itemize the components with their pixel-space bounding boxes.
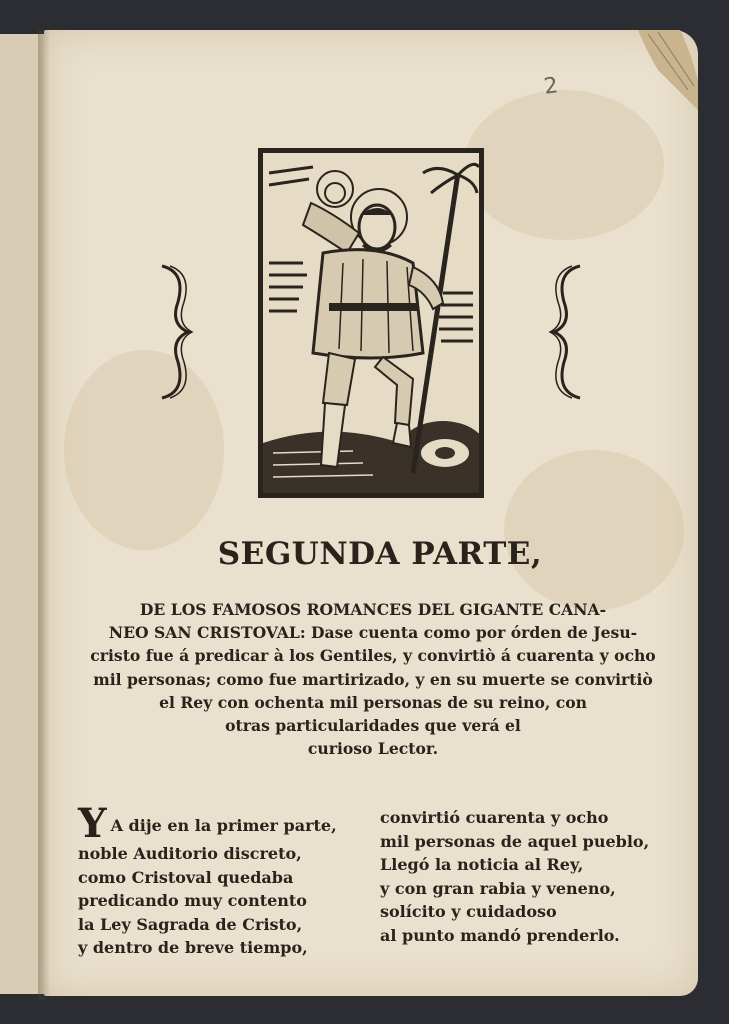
verse-line: Llegó la noticia al Rey, [380,855,584,875]
verse-line: solícito y cuidadoso [380,902,557,922]
subtitle-line: curioso Lector. [307,739,439,759]
paper-stain [64,350,224,550]
subtitle-line: NEO SAN CRISTOVAL: Dase cuenta como por órden de Jesu- [108,623,638,643]
saint-christopher-woodcut-icon [263,153,479,493]
verse-line: noble Auditorio discreto, [78,844,302,863]
verse-line: mil personas de aquel pueblo, [380,831,650,851]
subtitle-line: DE LOS FAMOSOS ROMANCES DEL GIGANTE CANA- [139,600,607,619]
gutter-shadow [38,30,50,1000]
verse-line: y con gran rabia y veneno, [380,878,616,898]
verse-line: A dije en la primer parte, [110,816,337,835]
woodcut-illustration [258,148,484,498]
verse-column-left [78,800,348,960]
verse-column-right [380,806,650,948]
subtitle-line: otras particularidades que verá el [225,716,521,736]
subtitle-line: el Rey con ochenta mil personas de su reino, con [159,692,587,712]
subtitle-line: mil personas; como fue martirizado, y en su muerte se convirtiò [93,669,653,689]
drop-cap: Y [78,800,107,847]
verse-line: al punto mandó prenderlo. [380,925,620,945]
verse-line: y dentro de breve tiempo, [78,938,308,958]
subtitle-block [78,598,668,760]
decorative-bracket-left [156,262,196,402]
verse-line: predicando muy contento [78,891,307,911]
verse-line: la Ley Sagrada de Cristo, [78,914,303,934]
subtitle-line: cristo fue á predicar à los Gentiles, y convirtiò á cuarenta y ocho [90,646,656,666]
verse-line: convirtió cuarenta y ocho [380,808,609,827]
paper-stain [464,90,664,240]
folio-number: 2 [542,73,560,100]
paper-stain [504,450,684,610]
verse-line: como Cristoval quedaba [78,867,294,887]
page-title: SEGUNDA PARTE, [217,536,543,572]
worn-corner [618,30,698,110]
decorative-bracket-right [546,262,586,402]
